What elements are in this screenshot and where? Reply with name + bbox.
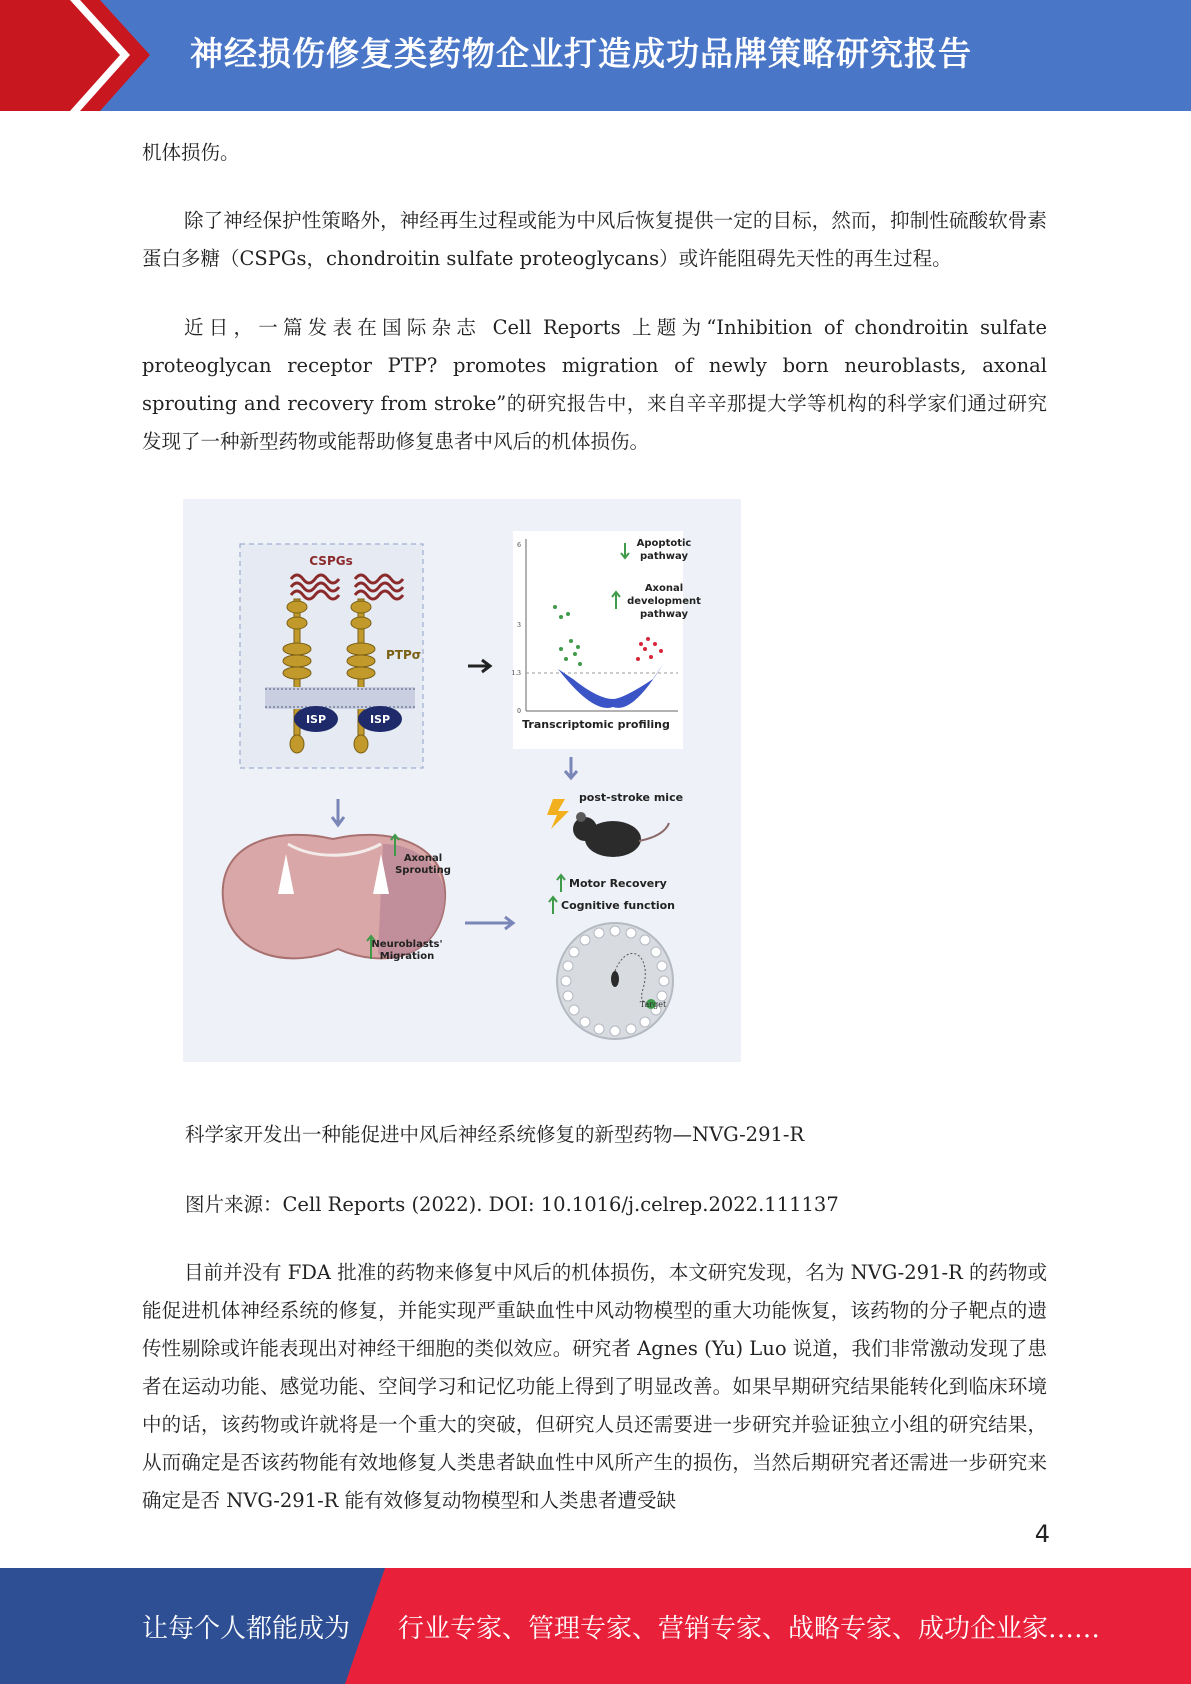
arrow-down-left	[332, 799, 344, 825]
post-stroke-label: post-stroke mice	[578, 791, 684, 804]
ptp-label: PTPσ	[386, 648, 422, 662]
paragraph-1: 机体损伤。	[142, 141, 240, 164]
target-label: Target	[639, 1000, 667, 1009]
page-header	[0, 0, 1191, 111]
apoptotic-label: Apoptotic	[636, 538, 692, 549]
arrow-to-maze	[465, 917, 513, 929]
pathway-label-2: pathway	[639, 609, 689, 620]
development-label: development	[627, 596, 701, 607]
figure-caption: 科学家开发出一种能促进中风后神经系统修复的新型药物—NVG-291-R	[185, 1123, 805, 1146]
brain-section	[223, 835, 451, 962]
axonal-sprouting-label-1: Axonal	[403, 853, 443, 864]
paragraph-3: 近日，一篇发表在国际杂志 Cell Reports 上题为“Inhibition of chondroitin sulfate proteoglycan receptor PTP? promotes migration of newly born neuroblasts, axonal sprouting and recovery from stroke”的研究报告中，来自辛辛那提大学等机构的科学家们通过研究发现了一种新型药物或能帮助修复患者中风后的机体损伤。	[142, 316, 1047, 453]
footer-slogan-left: 让每个人都能成为	[142, 1614, 351, 1644]
axonal-sprouting-label-2: Sprouting	[395, 865, 451, 876]
cell-membrane	[265, 687, 415, 709]
cognitive-arrow	[549, 897, 557, 914]
mouse-illustration	[547, 791, 683, 857]
volcano-tick-6: 6	[517, 542, 521, 549]
figure-source: 图片来源：Cell Reports (2022). DOI: 10.1016/j.celrep.2022.111137	[185, 1193, 839, 1216]
header-red-chevron	[0, 0, 150, 111]
axonal-label: Axonal	[644, 583, 684, 594]
report-title: 神经损伤修复类药物企业打造成功品牌策略研究报告	[190, 34, 972, 73]
migration-label: Migration	[379, 951, 435, 962]
volcano-tick-1-3: 1.3	[511, 670, 521, 677]
arrow-down-right	[565, 757, 577, 778]
pathway-label-1: pathway	[639, 551, 689, 562]
transcriptomic-label: Transcriptomic profiling	[522, 718, 670, 731]
motor-arrow	[557, 875, 565, 892]
cognitive-function-label: Cognitive function	[561, 899, 675, 912]
isp-label-2: ISP	[369, 713, 391, 726]
page-number: 4	[1034, 1520, 1050, 1548]
footer-slogan-right: 行业专家、管理专家、营销专家、战略专家、成功企业家……	[398, 1614, 1101, 1644]
motor-recovery-label: Motor Recovery	[569, 877, 667, 890]
paragraph-2: 除了神经保护性策略外，神经再生过程或能为中风后恢复提供一定的目标，然而，抑制性硫酸软骨素蛋白多糖（CSPGs，chondroitin sulfate proteoglycans）或许能阻碍先天性的再生过程。	[142, 209, 1047, 270]
page-footer	[0, 1568, 1191, 1684]
paragraph-4: 目前并没有 FDA 批准的药物来修复中风后的机体损伤，本文研究发现，名为 NVG-291-R 的药物或能促进机体神经系统的修复，并能实现严重缺血性中风动物模型的重大功能恢复，该药物的分子靶点的遗传性剔除或许能表现出对神经干细胞的类似效应。研究者 Agnes (Yu) Luo 说道，我们非常激动发现了患者在运动功能、感觉功能、空间学习和记忆功能上得到了明显改善。如果早期研究结果能转化到临床环境中的话，该药物或许就将是一个重大的突破，但研究人员还需要进一步研究并验证独立小组的研究结果，从而确定是否该药物能有效地修复人类患者缺血性中风所产生的损伤，当然后期研究者还需进一步研究来确定是否 NVG-291-R 能有效修复动物模型和人类患者遭受缺	[142, 1261, 1047, 1512]
cspgs-label: CSPGs	[309, 554, 353, 568]
volcano-plot	[511, 531, 683, 749]
isp-label-1: ISP	[305, 713, 327, 726]
arrow-right	[468, 660, 490, 672]
neuroblasts-label: Neuroblasts'	[371, 939, 443, 950]
volcano-tick-0: 0	[517, 708, 521, 715]
barnes-maze	[557, 923, 673, 1039]
graphical-abstract-figure	[183, 499, 741, 1062]
volcano-tick-3: 3	[517, 622, 521, 629]
